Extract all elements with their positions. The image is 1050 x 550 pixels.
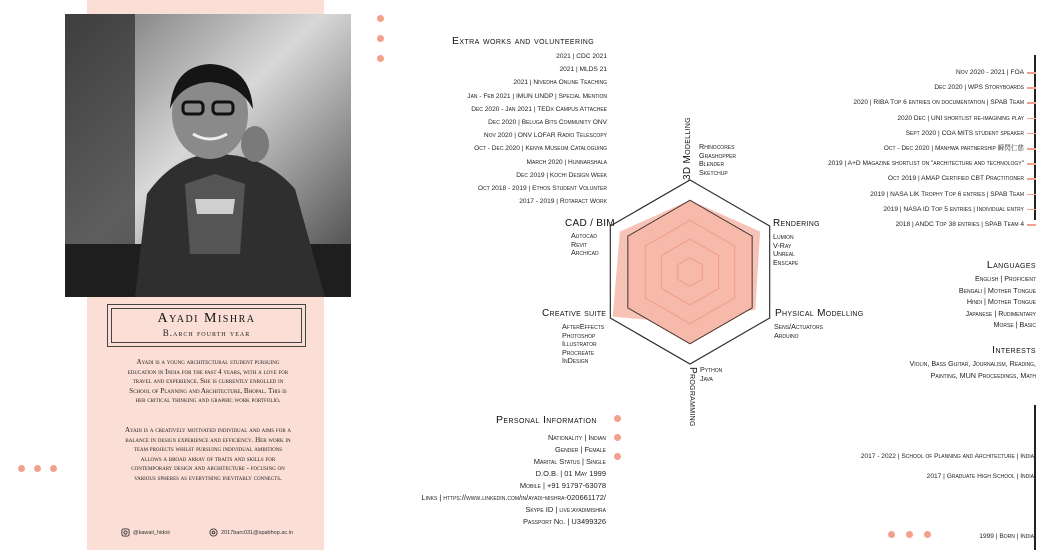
decor-dot [18, 465, 25, 472]
decor-dot [34, 465, 41, 472]
list-item: Jan - Feb 2021 | IMUN UNDP | Special Mention [467, 92, 607, 100]
instagram-icon [121, 528, 130, 537]
skill-list-3d-modelling [699, 143, 736, 177]
interests-title: Interests [992, 344, 1036, 356]
skill-item: Python [700, 365, 723, 374]
skill-item: AfterEffects [562, 322, 605, 331]
list-item: Dec 2020 | WPS Storyboards [828, 80, 1036, 95]
skills-radar [580, 160, 800, 390]
interests-line: Violin, Bass Guitar, Journalism, Reading, [909, 359, 1036, 368]
list-item: Mobile | +91 91797-63078 [519, 481, 606, 490]
personal-info-title: Personal Information [496, 414, 597, 426]
personal-info-list [421, 432, 606, 528]
skill-item: InDesign [562, 356, 589, 366]
skill-title-rendering: Rendering [773, 218, 820, 229]
languages-list [959, 273, 1036, 331]
list-item: D.O.B. | 01 May 1999 [535, 469, 606, 478]
skill-item: Java [700, 373, 713, 383]
list-item: Oct 2018 - 2019 | Ethos Student Volunter [477, 185, 607, 193]
skill-title-programming: Programming [687, 367, 698, 427]
skill-item: Blender [699, 159, 725, 169]
skill-item: Rhinocores [699, 142, 735, 151]
skill-title-physical-modelling: Physical Modelling [775, 308, 864, 319]
decor-dot [888, 531, 895, 538]
instagram-text: @kawaii_hidoii [133, 529, 170, 536]
interests-line: Painting, MUN Proceedings, Math [930, 370, 1036, 380]
list-item: Nationality | Indian [548, 433, 606, 442]
list-item: Oct - Dec 2020 | Manhwa partnership 瞬閃仁慈 [828, 141, 1036, 156]
interests-text [909, 358, 1036, 382]
skill-item: Arduino [774, 330, 799, 340]
decor-dot [906, 531, 913, 538]
skill-list-creative-suite [562, 323, 604, 366]
skill-item: Lumion [773, 232, 794, 241]
profile-photo [65, 14, 351, 297]
education-item: 1999 | Born | India [979, 533, 1034, 540]
list-item: Oct 2019 | AMAP Certified CBT Practitioner [828, 171, 1036, 186]
languages-title: Languages [986, 259, 1036, 271]
list-item: 2020 | RIBA Top 6 entries on documentation | SPAB Team [828, 95, 1036, 110]
email-text: 2017barc031@spabhop.ac.in [221, 529, 293, 536]
list-item: 2019 | NASA ID Top 5 entries | Individual entry [828, 202, 1036, 217]
list-item: 2020 Dec | UNI shortlist re-imagining play [828, 111, 1036, 126]
list-item: Bengali | Mother Tongue [958, 285, 1036, 295]
list-item: Dec 2020 - Jan 2021 | TEDx Campus Attachee [471, 105, 607, 113]
list-item: Hindi | Mother Tongue [966, 297, 1036, 307]
skill-item: Autocad [571, 231, 597, 240]
timeline-line [1034, 405, 1036, 550]
skill-list-programming [700, 366, 722, 383]
list-item: Dec 2019 | Kochi Design Week [516, 171, 607, 179]
skill-list-rendering [773, 233, 798, 267]
decor-dot [614, 434, 621, 441]
awards-list [828, 65, 1036, 232]
list-item: Dec 2020 | Beluga Bits Community ONV [488, 119, 607, 127]
list-item: Passport No. | U3499326 [522, 517, 606, 526]
list-item: 2019 | NASA LIK Trophy Top 6 entries | SPAB Team [828, 187, 1036, 202]
instagram-handle[interactable] [121, 528, 170, 537]
list-item: 2021 | CDC 2021 [556, 53, 607, 60]
list-item: 2018 | ANDC Top 38 entries | SPAB Team 4 [828, 217, 1036, 232]
bio-paragraph-2: Ayadi is a creatively motivated individual and aims for a balance in design experience and efficiency. Her work in team projects whilst pursuing individual ambitions allows a broad array of traits and skills for contemporary design and architecture - focusing on various spheres as everything inevitably connects. [124, 426, 292, 482]
decor-dot [377, 15, 384, 22]
list-item: Japanese | Rudimentary [965, 308, 1036, 318]
list-item: English | Proficient [974, 274, 1036, 283]
list-item: Morse | Basic [993, 320, 1036, 330]
email-icon [209, 528, 218, 537]
skill-item: Procreate [562, 347, 595, 357]
decor-dot [377, 35, 384, 42]
skill-title-3d-modelling: 3D Modelling [682, 117, 693, 180]
list-item: Nov 2020 | ONV LOFAR Radio Telescopy [483, 132, 607, 140]
linkedin-link[interactable]: Links | https://www.linkedin.com/in/ayadi-mishra-020661172/ [421, 493, 606, 502]
skill-title-cad-bim: CAD / BIM [565, 218, 615, 229]
list-item: Gender | Female [555, 445, 606, 454]
skill-item: Sketchup [699, 167, 728, 177]
skill-item: Enscape [773, 257, 799, 267]
decor-dot [614, 415, 621, 422]
skill-item: Unreal [773, 249, 795, 259]
extra-works-title: Extra works and volunteering [452, 35, 595, 47]
education-item: 2017 - 2022 | School of Planning and Architecture | India [860, 453, 1034, 460]
skill-item: Illustrator [562, 339, 597, 349]
list-item: 2019 | A+D Magazine shortlist on "architecture and technology" [828, 156, 1036, 171]
list-item: Skype ID | live:ayadimishra [525, 505, 606, 514]
list-item: 2021 | Nivedha Online Teaching [513, 79, 607, 87]
list-item: Sept 2020 | COA MITS student speaker [828, 126, 1036, 141]
list-item: Nov 2020 - 2021 | FOA [828, 65, 1036, 80]
skill-item: Sens/Actuators [774, 322, 823, 331]
skill-item: Revit [571, 239, 588, 249]
skill-title-creative-suite: Creative suite [542, 308, 607, 319]
skill-item: V-Ray [773, 240, 792, 250]
decor-dot [377, 55, 384, 62]
list-item: Marital Status | Single [533, 457, 606, 466]
profile-name: Ayadi Mishra [157, 311, 256, 326]
bio-paragraph-1: Ayadi is a young architectural student pursuing education in India for the past 4 years, with a love for travel and experience. She is currently enrolled in School of Planning and Architecture, Bhopal. This is her critical thinking and graphic work portfolio. [127, 358, 289, 405]
decor-dot [924, 531, 931, 538]
email-address[interactable] [209, 528, 293, 537]
skill-item: Grashopper [699, 150, 736, 160]
skill-list-cad-bim [571, 232, 599, 258]
list-item: March 2020 | Hunnarshala [526, 158, 607, 166]
name-card [107, 304, 306, 347]
education-item: 2017 | Graduate High School | India [926, 473, 1034, 480]
decor-dot [614, 453, 621, 460]
skill-item: Photoshop [562, 330, 596, 340]
list-item: 2021 | MLDS 21 [559, 66, 607, 74]
decor-dot [50, 465, 57, 472]
list-item: Oct - Dec 2020 | Kenya Museum Cataloguing [474, 145, 607, 153]
skill-item: Archicad [571, 248, 599, 258]
skill-list-physical-modelling [774, 323, 823, 340]
profile-degree: B.arch fourth year [162, 328, 251, 338]
list-item: 2017 - 2019 | Rotaract Work [519, 198, 607, 206]
